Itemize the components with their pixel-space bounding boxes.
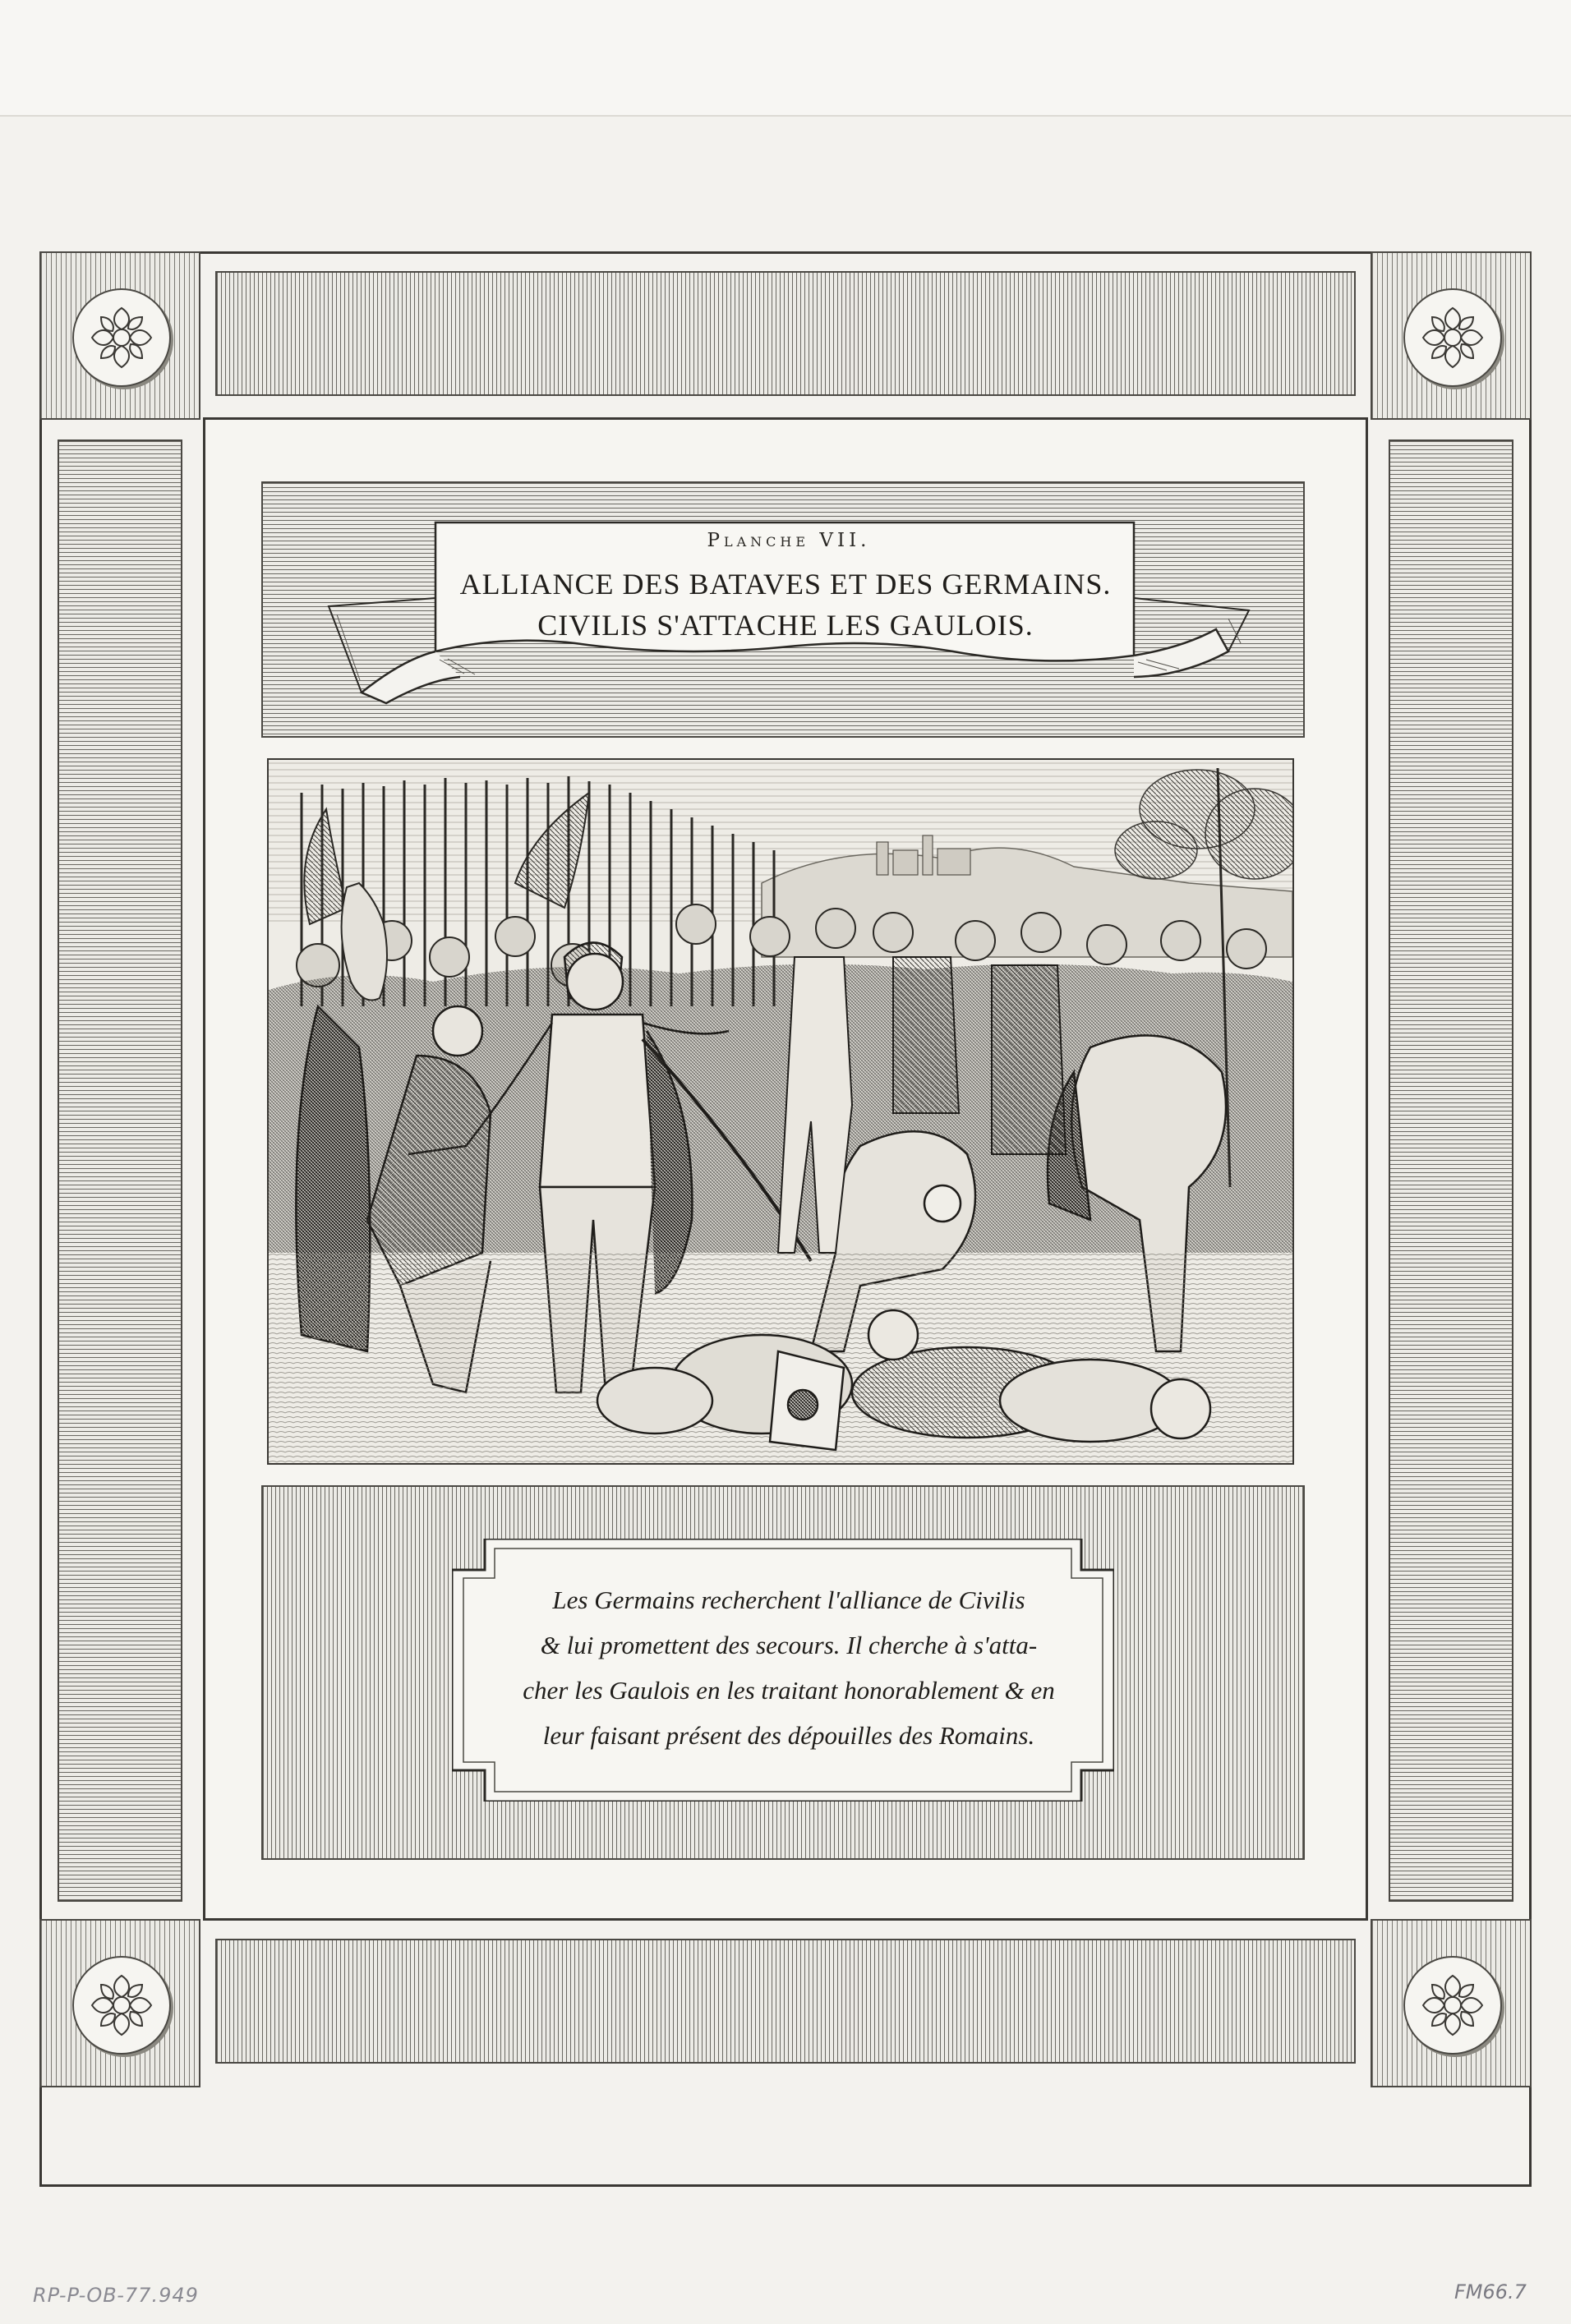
engraving-scene [267, 758, 1294, 1465]
paper-fold-line [0, 115, 1571, 117]
caption-line: cher les Gaulois en les traitant honorablement & en [523, 1676, 1055, 1705]
rosette-icon [72, 1956, 171, 2055]
pencil-note: FM66.7 [1454, 2280, 1527, 2303]
caption-line: leur faisant présent des dépouilles des Romains. [542, 1721, 1035, 1750]
left-border-panel [58, 439, 182, 1902]
right-border-panel [1389, 439, 1513, 1902]
caption-line: & lui promettent des secours. Il cherche à s'atta- [540, 1631, 1038, 1659]
inventory-number: RP-P-OB-77.949 [33, 2284, 199, 2307]
caption-line: Les Germains recherchent l'alliance de Civilis [552, 1585, 1025, 1614]
title-line-2: CIVILIS S'ATTACHE LES GAULOIS. [537, 609, 1034, 642]
rosette-icon [1403, 1956, 1502, 2055]
corner-rosette-bottom-left [39, 1919, 200, 2087]
paper-top-margin [0, 0, 1571, 115]
corner-rosette-top-left [39, 251, 200, 420]
rosette-icon [1403, 288, 1502, 387]
corner-rosette-bottom-right [1371, 1919, 1532, 2087]
caption-text [493, 1577, 1085, 1758]
plate-number: Planche VII. [707, 530, 871, 551]
corner-rosette-top-right [1371, 251, 1532, 420]
bottom-border-panel [215, 1939, 1356, 2064]
title-line-1: ALLIANCE DES BATAVES ET DES GERMAINS. [459, 568, 1112, 601]
battle-scene-illustration [269, 760, 1292, 1463]
top-border-panel [215, 271, 1356, 396]
rosette-icon [72, 288, 171, 387]
